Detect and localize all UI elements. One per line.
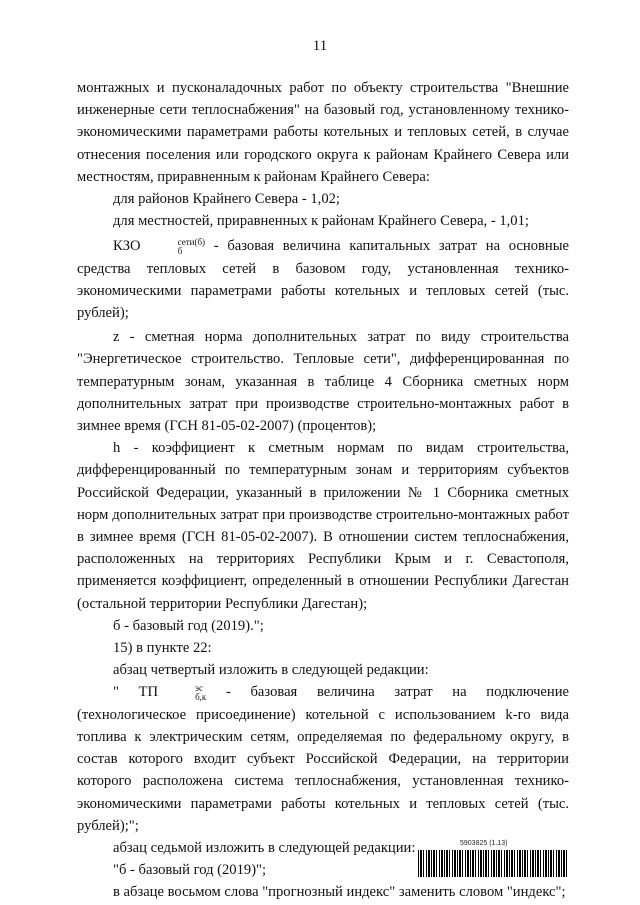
formula-superscript: эс bbox=[195, 683, 203, 694]
formula-subscript: б bbox=[177, 246, 183, 257]
barcode-number: 5903825 (1.13) bbox=[460, 840, 508, 847]
formula-symbol: КЗО bbox=[113, 238, 141, 255]
formula-subscript: б,к bbox=[195, 692, 207, 703]
paragraph: 15) в пункте 22: bbox=[113, 640, 212, 657]
document-body bbox=[77, 77, 569, 904]
formula-indices bbox=[159, 684, 206, 702]
paragraph: монтажных и пусконаладочных работ по объекту строительства "Внешние инженерные сети теплоснабжения" на базовый год, установленному технико-экономическими параметрами работы котельных и тепловых сетей, в случае отнесения поселения или городского округа к районам Крайнего Севера или местностям, приравненным к районам Крайнего Севера: bbox=[77, 80, 569, 185]
paragraph: для местностей, приравненных к районам Крайнего Севера, - 1,01; bbox=[113, 213, 529, 230]
paragraph: h - коэффициент к сметным нормам по видам строительства, дифференцированный по температурным зонам и территориям субъектов Российской Федерации, указанный в приложении № 1 Сборника сметных норм дополнительных затрат при производстве строительно-монтажных работ в зимнее время (ГСН 81-05-02-2007). В отношении систем теплоснабжения, расположенных на территориях Республики Крым и г. Севастополя, применяется коэффициент, определенный в отношении Республики Дагестан (остальной территории Республики Дагестан); bbox=[77, 440, 569, 612]
formula-description: - базовая величина капитальных затрат на основные средства тепловых сетей в базовом году, установленная технико-экономическими параметрами работы котельных и тепловых сетей (тыс. рублей); bbox=[77, 238, 569, 322]
formula-prefix: " ТП bbox=[113, 684, 159, 701]
paragraph-formula-kzo bbox=[77, 235, 569, 324]
document-barcode bbox=[418, 840, 568, 878]
paragraph: б - базовый год (2019)."; bbox=[113, 617, 264, 634]
paragraph: "б - базовый год (2019)"; bbox=[113, 862, 267, 879]
paragraph: в абзаце восьмом слова "прогнозный индекс" заменить словом "индекс"; bbox=[113, 884, 566, 901]
formula-indices bbox=[142, 238, 205, 256]
paragraph: z - сметная норма дополнительных затрат по виду строительства "Энергетическое строительство. Тепловые сети", дифференцированная по температурным зонам, указанная в таблице 4 Сборника сметных норм дополнительных затрат при производстве строительно-монтажных работ в зимнее время (ГСН 81-05-02-2007) (процентов); bbox=[77, 329, 569, 435]
paragraph: абзац четвертый изложить в следующей редакции: bbox=[113, 662, 429, 679]
barcode-icon bbox=[418, 850, 568, 877]
formula-description: - базовая величина затрат на подключение (технологическое присоединение) котельной с использованием k-го вида топлива к электрическим сетям, определяемая по федеральному округу, в состав которого входит субъект Российской Федерации, на территории которого расположена система теплоснабжения, установленная технико-экономическими параметрами работы котельных и тепловых сетей (тыс. рублей);"; bbox=[77, 684, 570, 834]
paragraph: абзац седьмой изложить в следующей редакции: bbox=[113, 839, 416, 856]
paragraph: для районов Крайнего Севера - 1,02; bbox=[113, 191, 340, 208]
page-number: 11 bbox=[312, 38, 328, 54]
paragraph-formula-tp bbox=[77, 681, 569, 836]
formula-superscript: сети(б) bbox=[177, 237, 206, 248]
